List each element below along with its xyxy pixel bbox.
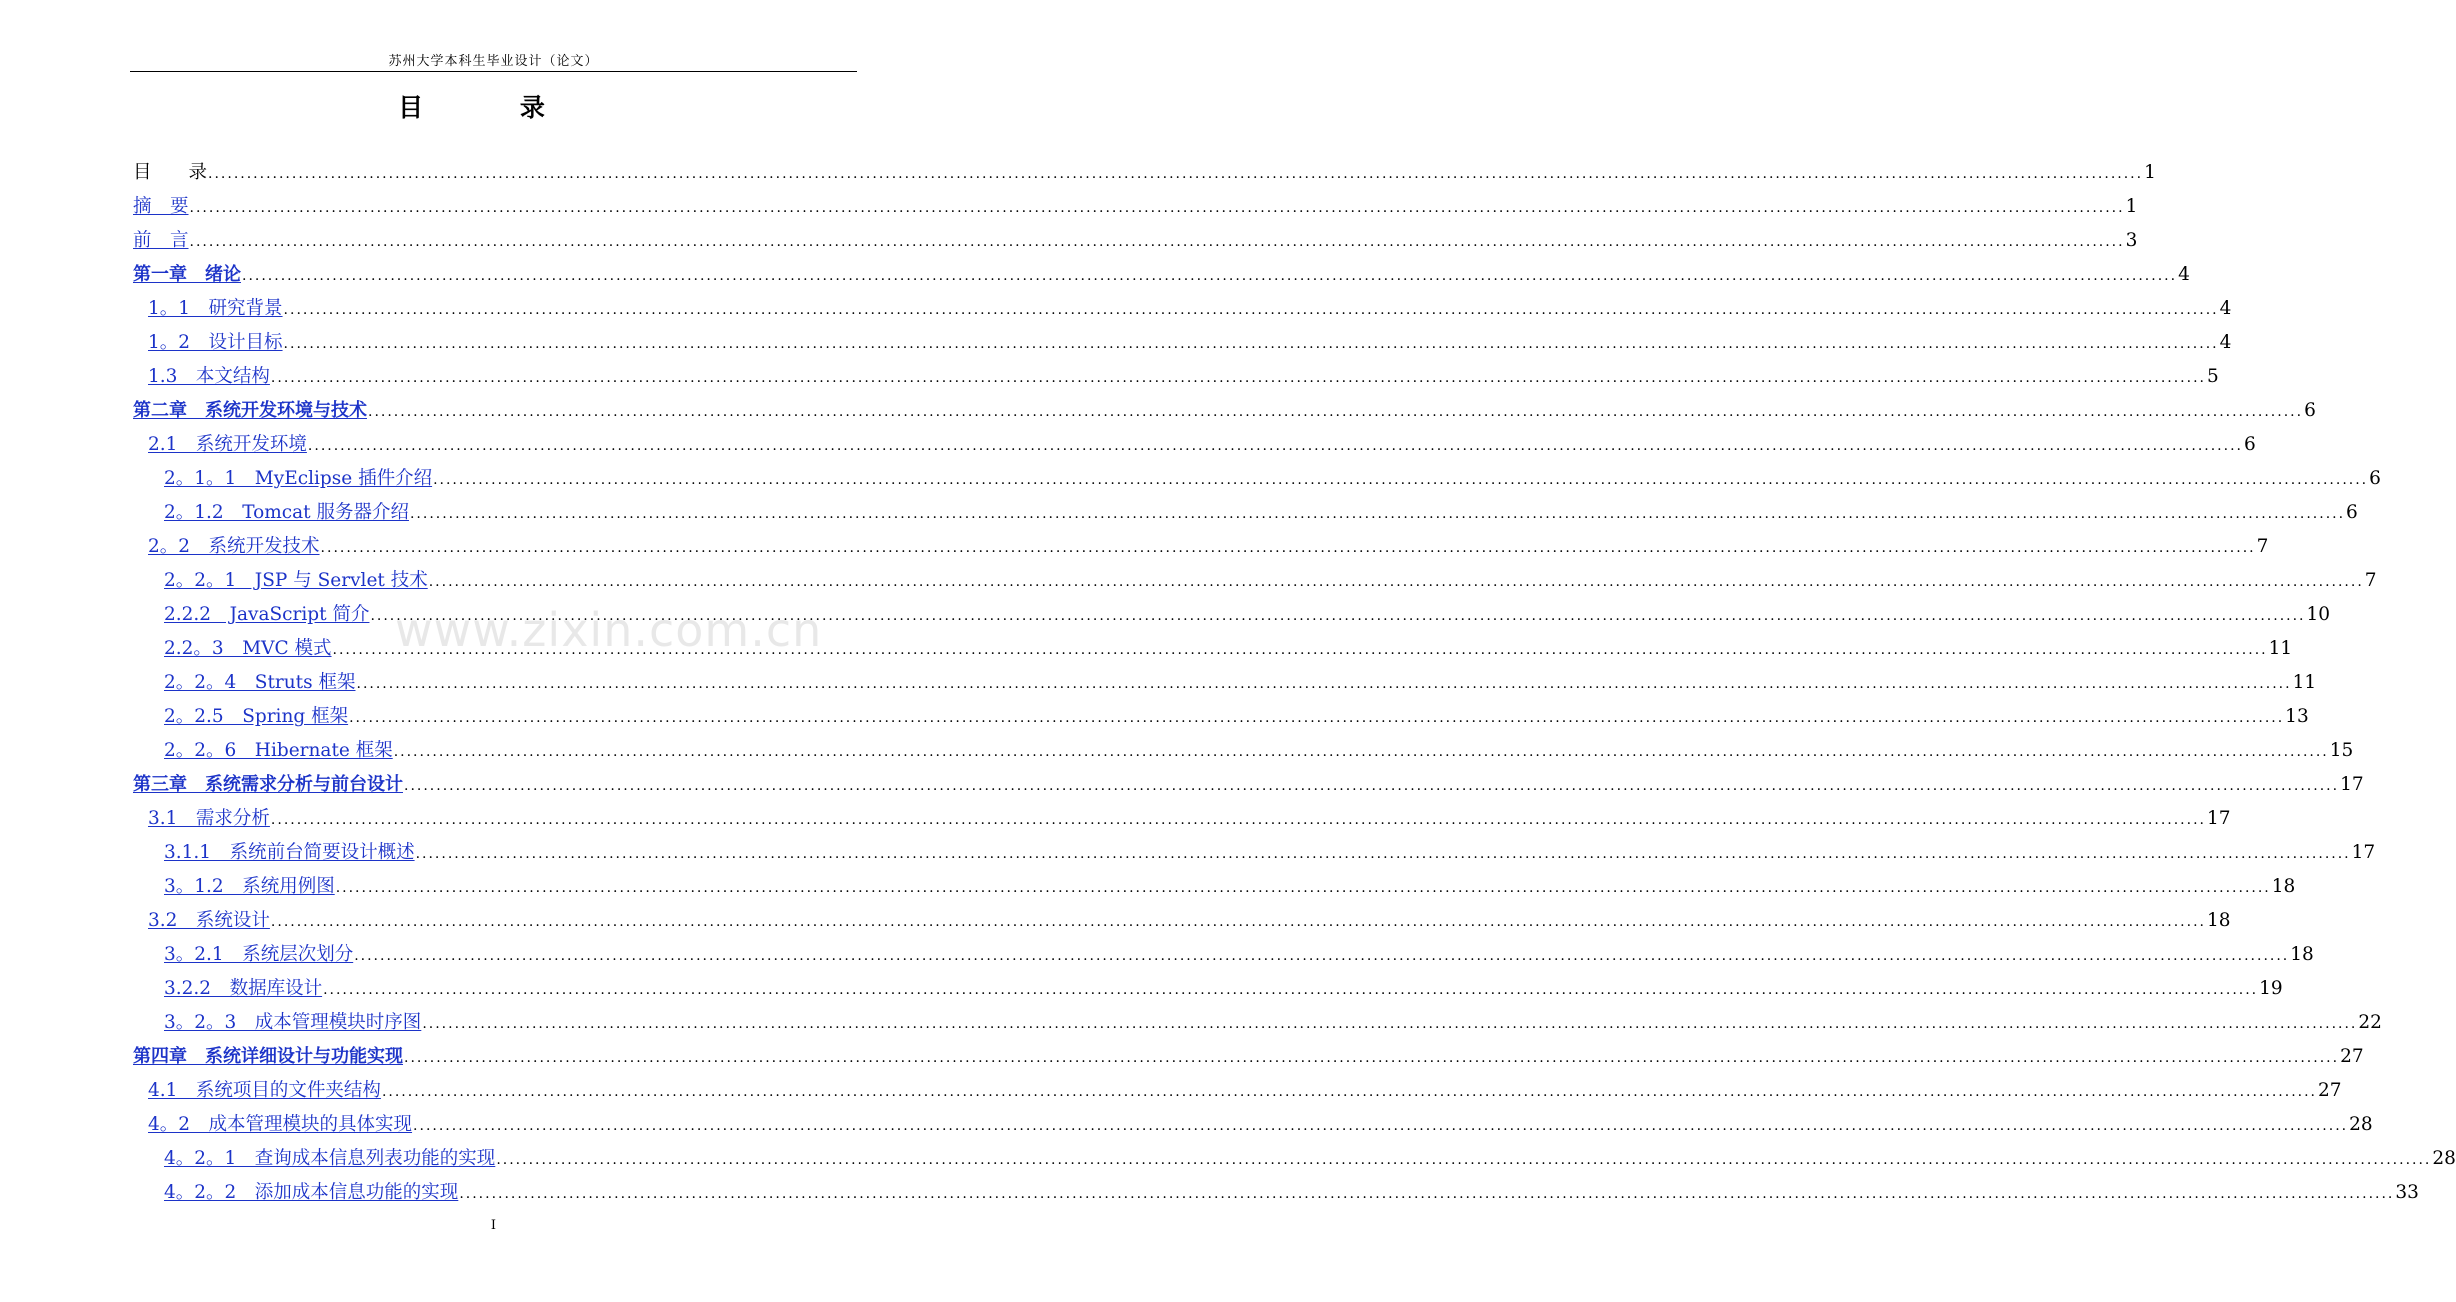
toc-entry-link[interactable]: 2。2.5 Spring 框架	[164, 706, 349, 727]
toc-leader-dots: ............................................................................................................................................................................................................................................................................................................	[270, 370, 2206, 386]
toc-leader-dots: ............................................................................................................................................................................................................................................................................................................	[422, 1016, 2358, 1032]
toc-page-number: 27	[2340, 1046, 2364, 1067]
toc-page-number: 7	[2256, 536, 2269, 557]
toc-page-number: 4	[2219, 332, 2232, 353]
toc-leader-dots: ............................................................................................................................................................................................................................................................................................................	[459, 1186, 2395, 1202]
toc-entry[interactable]	[133, 763, 2364, 797]
toc-entry-link[interactable]: 2.2。3 MVC 模式	[164, 638, 332, 659]
toc-page-number: 17	[2206, 808, 2231, 829]
toc-page-number: 18	[2290, 944, 2314, 965]
toc-entry[interactable]	[133, 559, 2377, 593]
watermark: www.zixin.com.cn	[395, 603, 823, 657]
page-number: I	[490, 1218, 497, 1233]
toc-entry[interactable]	[133, 389, 2316, 423]
toc-entry-link[interactable]: 第一章 绪论	[133, 264, 241, 285]
toc-leader-dots: ............................................................................................................................................................................................................................................................................................................	[404, 1050, 2340, 1066]
toc-leader-dots: ............................................................................................................................................................................................................................................................................................................	[323, 982, 2259, 998]
toc-entry-link[interactable]: 2。1.2 Tomcat 服务器介绍	[164, 502, 409, 523]
toc-entry-link[interactable]: 2。2 系统开发技术	[148, 536, 320, 557]
toc-page-number: 5	[2206, 366, 2219, 387]
toc-entry-link[interactable]: 1。2 设计目标	[148, 332, 283, 353]
toc-entry[interactable]	[133, 865, 2296, 899]
toc-leader-dots: ............................................................................................................................................................................................................................................................................................................	[270, 812, 2206, 828]
header-rule	[130, 71, 857, 72]
toc-entry[interactable]	[133, 695, 2309, 729]
toc-entry[interactable]	[133, 627, 2293, 661]
toc-page-number: 15	[2329, 740, 2354, 761]
toc-entry[interactable]	[133, 1171, 2419, 1205]
toc-leader-dots: ............................................................................................................................................................................................................................................................................................................	[208, 166, 2144, 182]
toc-entry-link[interactable]: 3.2.2 数据库设计	[164, 978, 323, 999]
toc-page-number: 18	[2271, 876, 2296, 897]
toc-entry-link[interactable]: 4。2。2 添加成本信息功能的实现	[164, 1182, 459, 1203]
toc-entry[interactable]	[133, 321, 2232, 355]
toc-entry-link[interactable]: 2。2。6 Hibernate 框架	[164, 740, 393, 761]
toc-entry-link[interactable]: 4.1 系统项目的文件夹结构	[148, 1080, 381, 1101]
toc-entry-link[interactable]: 2.2.2 JavaScript 简介	[164, 604, 370, 625]
toc-entry[interactable]	[133, 729, 2354, 763]
toc-leader-dots: ............................................................................................................................................................................................................................................................................................................	[404, 778, 2340, 794]
toc-leader-dots: ............................................................................................................................................................................................................................................................................................................	[270, 914, 2206, 930]
toc-entry-label: 目 录	[133, 162, 208, 183]
toc-page-number: 6	[2369, 468, 2381, 489]
toc-page-number: 11	[2268, 638, 2293, 659]
toc-leader-dots: ............................................................................................................................................................................................................................................................................................................	[335, 880, 2271, 896]
toc-entry[interactable]	[133, 1035, 2364, 1069]
toc-leader-dots: ............................................................................................................................................................................................................................................................................................................	[496, 1152, 2432, 1168]
toc-leader-dots: ............................................................................................................................................................................................................................................................................................................	[332, 642, 2268, 658]
toc-page-number: 17	[2340, 774, 2364, 795]
page-title: 目 录	[398, 93, 589, 122]
toc-page-number: 18	[2206, 910, 2231, 931]
toc-leader-dots: ............................................................................................................................................................................................................................................................................................................	[428, 574, 2364, 590]
toc-entry[interactable]	[133, 457, 2381, 491]
toc-page-number: 22	[2358, 1012, 2382, 1033]
toc-page-number: 4	[2178, 264, 2190, 285]
toc-leader-dots: ............................................................................................................................................................................................................................................................................................................	[307, 438, 2243, 454]
toc-leader-dots: ............................................................................................................................................................................................................................................................................................................	[242, 268, 2178, 284]
toc-page-number: 11	[2292, 672, 2317, 693]
toc-entry-link[interactable]: 4。2 成本管理模块的具体实现	[148, 1114, 413, 1135]
toc-leader-dots: ............................................................................................................................................................................................................................................................................................................	[409, 506, 2346, 522]
toc-leader-dots: ............................................................................................................................................................................................................................................................................................................	[413, 1118, 2349, 1134]
toc-leader-dots: ............................................................................................................................................................................................................................................................................................................	[433, 472, 2369, 488]
toc-page-number: 33	[2395, 1182, 2419, 1203]
toc-entry[interactable]	[133, 967, 2283, 1001]
toc-leader-dots: ............................................................................................................................................................................................................................................................................................................	[370, 608, 2306, 624]
toc-entry[interactable]	[133, 593, 2331, 627]
toc-leader-dots: ............................................................................................................................................................................................................................................................................................................	[415, 846, 2351, 862]
toc-leader-dots: ............................................................................................................................................................................................................................................................................................................	[189, 200, 2125, 216]
toc-page-number: 28	[2349, 1114, 2373, 1135]
table-of-contents	[133, 151, 2456, 1205]
toc-entry[interactable]	[133, 1137, 2456, 1171]
toc-entry[interactable]	[133, 355, 2219, 389]
toc-entry-link[interactable]: 前 言	[133, 230, 189, 251]
toc-leader-dots: ............................................................................................................................................................................................................................................................................................................	[189, 234, 2125, 250]
toc-leader-dots: ............................................................................................................................................................................................................................................................................................................	[368, 404, 2304, 420]
toc-page-number: 28	[2432, 1148, 2456, 1169]
toc-entry-link[interactable]: 3。1.2 系统用例图	[164, 876, 335, 897]
toc-entry[interactable]	[133, 1001, 2382, 1035]
toc-entry-link[interactable]: 3。2。3 成本管理模块时序图	[164, 1012, 422, 1033]
toc-leader-dots: ............................................................................................................................................................................................................................................................................................................	[283, 336, 2219, 352]
toc-entry[interactable]	[133, 219, 2138, 253]
toc-page-number: 27	[2318, 1080, 2342, 1101]
toc-entry-link[interactable]: 2。2。1 JSP 与 Servlet 技术	[164, 570, 428, 591]
toc-entry[interactable]	[133, 253, 2190, 287]
toc-entry[interactable]	[133, 1069, 2342, 1103]
toc-entry-link[interactable]: 1。1 研究背景	[148, 298, 283, 319]
toc-page-number: 19	[2259, 978, 2283, 999]
toc-entry-link[interactable]: 3。2.1 系统层次划分	[164, 944, 354, 965]
toc-entry-link[interactable]: 2.1 系统开发环境	[148, 434, 307, 455]
toc-page-number: 13	[2285, 706, 2309, 727]
toc-page-number: 6	[2346, 502, 2358, 523]
toc-entry-link[interactable]: 3.2 系统设计	[148, 910, 270, 931]
toc-leader-dots: ............................................................................................................................................................................................................................................................................................................	[320, 540, 2256, 556]
toc-entry[interactable]	[133, 1103, 2373, 1137]
toc-leader-dots: ............................................................................................................................................................................................................................................................................................................	[283, 302, 2219, 318]
toc-entry[interactable]	[133, 661, 2317, 695]
toc-entry[interactable]	[133, 525, 2269, 559]
toc-entry-link[interactable]: 摘 要	[133, 196, 189, 217]
toc-leader-dots: ............................................................................................................................................................................................................................................................................................................	[354, 948, 2290, 964]
toc-page-number: 4	[2219, 298, 2232, 319]
toc-entry-link[interactable]: 3.1.1 系统前台简要设计概述	[164, 842, 415, 863]
toc-entry[interactable]	[133, 899, 2231, 933]
toc-entry-link[interactable]: 第三章 系统需求分析与前台设计	[133, 774, 403, 795]
toc-entry[interactable]	[133, 491, 2358, 525]
toc-entry[interactable]	[133, 185, 2138, 219]
running-header: 苏州大学本科生毕业设计（论文）	[388, 54, 599, 69]
toc-entry[interactable]	[133, 831, 2376, 865]
toc-entry-link[interactable]: 第二章 系统开发环境与技术	[133, 400, 367, 421]
toc-leader-dots: ............................................................................................................................................................................................................................................................................................................	[393, 744, 2329, 760]
toc-entry-link[interactable]: 2。1。1 MyEclipse 插件介绍	[164, 468, 433, 489]
toc-entry[interactable]	[133, 287, 2232, 321]
toc-page-number: 10	[2306, 604, 2331, 625]
toc-entry-link[interactable]: 4。2。1 查询成本信息列表功能的实现	[164, 1148, 496, 1169]
toc-leader-dots: ............................................................................................................................................................................................................................................................................................................	[381, 1084, 2317, 1100]
toc-page-number: 6	[2304, 400, 2316, 421]
toc-entry-link[interactable]: 第四章 系统详细设计与功能实现	[133, 1046, 403, 1067]
toc-entry[interactable]	[133, 423, 2256, 457]
toc-leader-dots: ............................................................................................................................................................................................................................................................................................................	[349, 710, 2285, 726]
toc-entry[interactable]	[133, 797, 2231, 831]
toc-entry-link[interactable]: 3.1 需求分析	[148, 808, 270, 829]
toc-entry[interactable]	[133, 933, 2314, 967]
toc-entry-link[interactable]: 2。2。4 Struts 框架	[164, 672, 356, 693]
toc-leader-dots: ............................................................................................................................................................................................................................................................................................................	[356, 676, 2292, 692]
toc-entry	[133, 151, 2156, 185]
toc-page-number: 17	[2351, 842, 2376, 863]
toc-page-number: 3	[2125, 230, 2138, 251]
toc-page-number: 1	[2144, 162, 2156, 183]
toc-entry-link[interactable]: 1.3 本文结构	[148, 366, 270, 387]
toc-page-number: 7	[2364, 570, 2377, 591]
toc-page-number: 6	[2243, 434, 2256, 455]
toc-page-number: 1	[2125, 196, 2138, 217]
